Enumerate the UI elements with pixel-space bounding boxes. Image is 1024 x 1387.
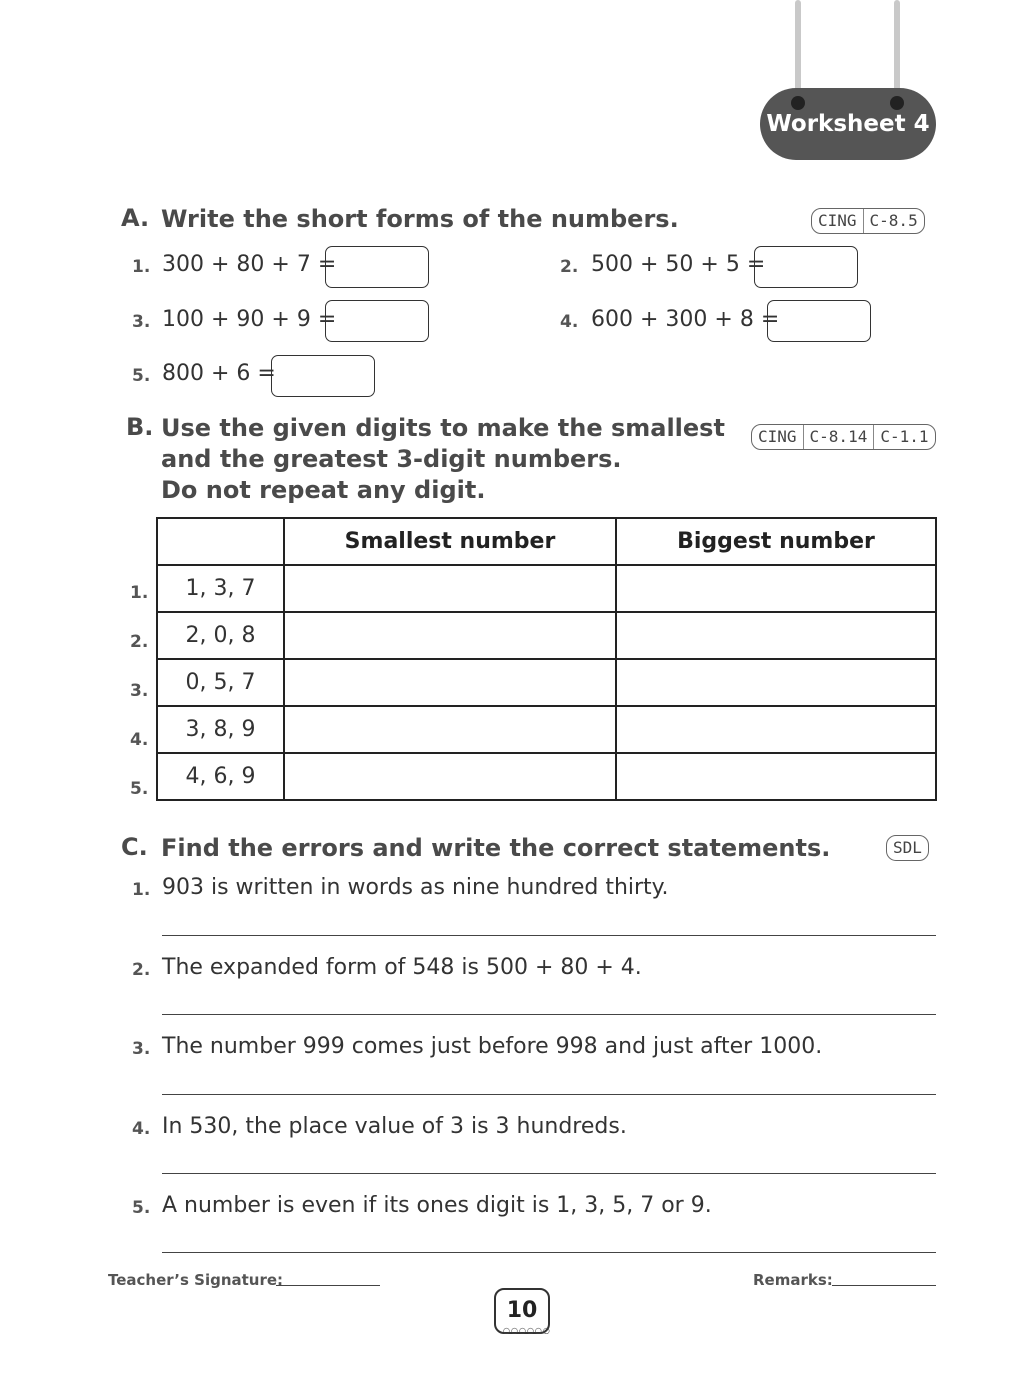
section-b-title-line-2: and the greatest 3-digit numbers.	[161, 445, 622, 473]
table-row	[157, 612, 936, 659]
digits-cell: 3, 8, 9	[157, 706, 284, 753]
row-number: 4.	[130, 730, 149, 750]
question-text: 500 + 50 + 5 =	[591, 252, 766, 277]
section-c-badge	[886, 835, 929, 861]
tag-hanger-left	[795, 0, 801, 100]
section-b-badge	[751, 424, 936, 450]
table-row	[157, 753, 936, 800]
remarks-label: Remarks:	[753, 1271, 833, 1289]
smallest-answer-cell[interactable]	[284, 565, 616, 612]
answer-line[interactable]	[162, 1173, 936, 1174]
biggest-answer-cell[interactable]	[616, 706, 936, 753]
smallest-answer-cell[interactable]	[284, 659, 616, 706]
biggest-answer-cell[interactable]	[616, 753, 936, 800]
statement-number: 3.	[132, 1039, 151, 1059]
statement-number: 1.	[132, 880, 151, 900]
statement-text: A number is even if its ones digit is 1, 3, 5, 7 or 9.	[162, 1193, 712, 1218]
question-text: 800 + 6 =	[162, 361, 276, 386]
question-number: 1.	[132, 257, 151, 277]
section-c-letter: C.	[121, 833, 148, 861]
header-biggest: Biggest number	[616, 518, 936, 565]
statement-number: 4.	[132, 1119, 151, 1139]
biggest-answer-cell[interactable]	[616, 612, 936, 659]
table-row	[157, 659, 936, 706]
question-text: 600 + 300 + 8 =	[591, 307, 780, 332]
badge-code: C-8.14	[804, 425, 875, 449]
page-number-decoration: ○○○○○○	[503, 1326, 551, 1335]
smallest-answer-cell[interactable]	[284, 753, 616, 800]
answer-line[interactable]	[162, 1252, 936, 1253]
question-number: 4.	[560, 312, 579, 332]
answer-line[interactable]	[162, 1014, 936, 1015]
worksheet-tag	[760, 88, 936, 160]
badge-sdl: SDL	[893, 838, 922, 857]
teacher-signature-line[interactable]	[276, 1285, 380, 1286]
row-number: 3.	[130, 681, 149, 701]
section-b-title-line-3: Do not repeat any digit.	[161, 476, 486, 504]
statement-text: In 530, the place value of 3 is 3 hundreds.	[162, 1114, 627, 1139]
answer-box[interactable]	[325, 246, 429, 288]
question-number: 2.	[560, 257, 579, 277]
digits-cell: 2, 0, 8	[157, 612, 284, 659]
question-number: 3.	[132, 312, 151, 332]
statement-text: The expanded form of 548 is 500 + 80 + 4.	[162, 955, 642, 980]
question-text: 300 + 80 + 7 =	[162, 252, 337, 277]
section-a-badge	[811, 208, 925, 234]
answer-line[interactable]	[162, 1094, 936, 1095]
statement-text: The number 999 comes just before 998 and just after 1000.	[162, 1034, 823, 1059]
tag-hanger-right	[894, 0, 900, 100]
tag-hole-left	[791, 96, 805, 110]
remarks-line[interactable]	[832, 1285, 936, 1286]
row-number: 5.	[130, 779, 149, 799]
table-row	[157, 565, 936, 612]
answer-box[interactable]	[767, 300, 871, 342]
digits-cell: 0, 5, 7	[157, 659, 284, 706]
answer-line[interactable]	[162, 935, 936, 936]
row-number: 2.	[130, 632, 149, 652]
question-number: 5.	[132, 366, 151, 386]
tag-hole-right	[890, 96, 904, 110]
digits-cell: 1, 3, 7	[157, 565, 284, 612]
badge-code: C-1.1	[880, 427, 929, 446]
header-blank	[157, 518, 284, 565]
statement-number: 2.	[132, 960, 151, 980]
table-row	[157, 706, 936, 753]
answer-box[interactable]	[271, 355, 375, 397]
statement-number: 5.	[132, 1198, 151, 1218]
row-number: 1.	[130, 583, 149, 603]
section-a-title: Write the short forms of the numbers.	[161, 205, 679, 233]
smallest-answer-cell[interactable]	[284, 612, 616, 659]
table-header-row	[157, 518, 936, 565]
header-smallest: Smallest number	[284, 518, 616, 565]
section-b-letter: B.	[126, 413, 154, 441]
section-a-letter: A.	[121, 204, 150, 232]
digits-cell: 4, 6, 9	[157, 753, 284, 800]
smallest-answer-cell[interactable]	[284, 706, 616, 753]
badge-code: C-8.5	[869, 211, 918, 230]
statement-text: 903 is written in words as nine hundred thirty.	[162, 875, 669, 900]
badge-cing: CING	[752, 425, 804, 449]
page-number: 10	[506, 1298, 538, 1323]
biggest-answer-cell[interactable]	[616, 565, 936, 612]
section-b-title-line-1: Use the given digits to make the smallest	[161, 414, 725, 442]
worksheet-tag-label: Worksheet 4	[766, 111, 930, 137]
badge-cing: CING	[812, 209, 864, 233]
biggest-answer-cell[interactable]	[616, 659, 936, 706]
answer-box[interactable]	[325, 300, 429, 342]
digits-table	[156, 517, 937, 801]
question-text: 100 + 90 + 9 =	[162, 307, 337, 332]
teacher-signature-label: Teacher’s Signature:	[108, 1271, 284, 1289]
section-c-title: Find the errors and write the correct statements.	[161, 834, 831, 862]
answer-box[interactable]	[754, 246, 858, 288]
